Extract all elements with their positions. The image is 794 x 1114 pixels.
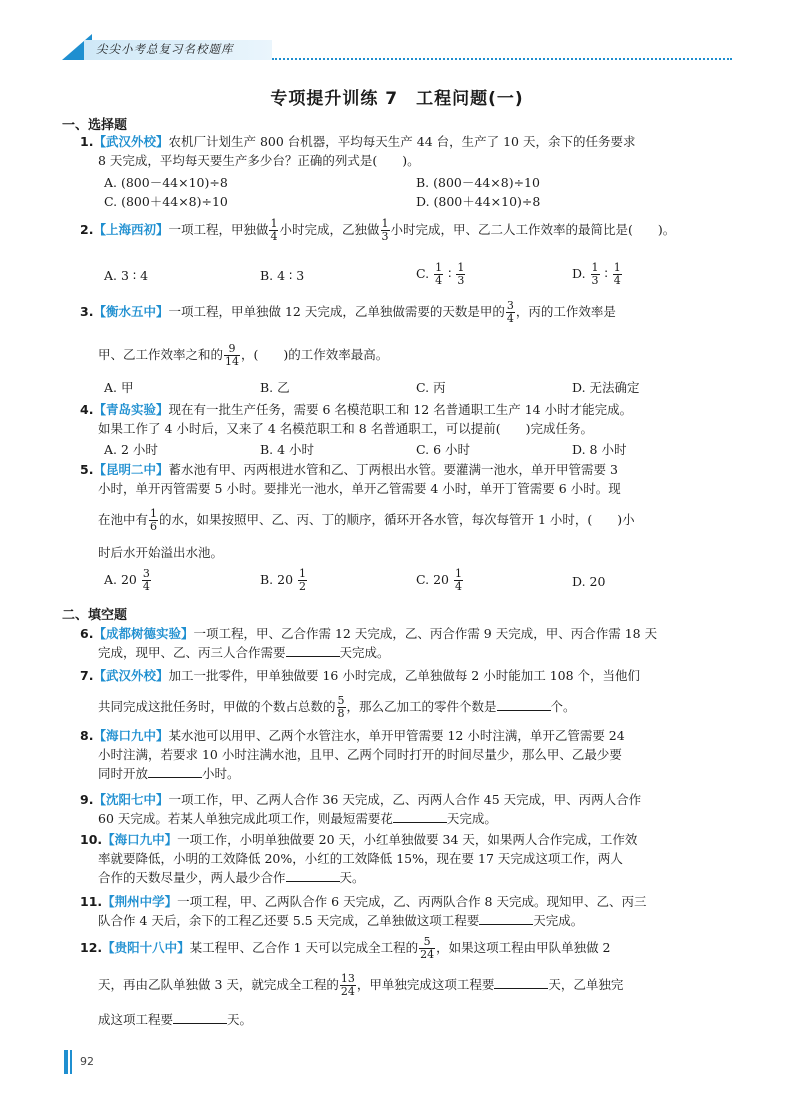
- source-tag: 【海口九中】: [93, 728, 169, 743]
- source-tag: 【沈阳七中】: [93, 792, 169, 807]
- source-tag: 【武汉外校】: [93, 668, 169, 683]
- option-b: B. 乙: [260, 380, 290, 395]
- answer-blank: [393, 811, 447, 823]
- option-a: A. 3 ∶ 4: [104, 268, 149, 283]
- option-a: A. 20 $\frac{3}{4}$: [104, 567, 150, 593]
- section-heading-choice: 一、选择题: [62, 118, 128, 133]
- source-tag: 【成都树德实验】: [93, 626, 194, 641]
- question-10: 10.【海口九中】一项工作，小明单独做要 20 天，小红单独做要 34 天，如果两人合作完成，工作效 率就要降低，小明的工效降低 20%，小红的工效降低 15%，现在要 17 天完成这项工作，两人 合作的天数尽量少，两人最少合作 天。: [80, 832, 638, 885]
- page-number: 92: [80, 1055, 94, 1068]
- fraction: $\frac{3}{4}$: [506, 299, 514, 325]
- question-2: 2.【上海西初】一项工程，甲独做 $\frac{1}{4}$ 小时完成，乙独做 $\frac{1}{3}$ 小时完成，甲、乙二人工作效率的最简比是( )。: [80, 217, 676, 243]
- source-tag: 【青岛实验】: [93, 402, 169, 417]
- option-a: A. 2 小时: [104, 442, 158, 457]
- source-tag: 【荆州中学】: [102, 894, 178, 909]
- fraction: $\frac{1}{6}$: [150, 507, 158, 533]
- source-tag: 【海口九中】: [102, 832, 178, 847]
- answer-blank: [479, 913, 533, 925]
- page-title: 专项提升训练 7 工程问题(一): [270, 89, 524, 109]
- option-b: B. 4 小时: [260, 442, 315, 457]
- question-12: 12.【贵阳十八中】某工程甲、乙合作 1 天可以完成全工程的 $\frac{5}{24}$ ，如果这项工程由甲队单独做 2 天，再由乙队单独做 3 天，就完成全工程的 $\frac{13}{24}$ ，甲单独完成这项工程要 天，乙单独完 成这项工程要 天。: [80, 935, 624, 1027]
- fraction: $\frac{5}{8}$: [337, 694, 345, 720]
- option-d: D. 8 小时: [572, 442, 627, 457]
- option-d: D. (800＋44×10)÷8: [416, 194, 541, 209]
- option-c: C. 20 $\frac{1}{4}$: [416, 567, 462, 593]
- question-4: 4.【青岛实验】现在有一批生产任务，需要 6 名模范职工和 12 名普通职工生产 14 小时才能完成。 如果工作了 4 小时后，又来了 4 名模范职工和 8 名普通职工，可以提前( )完成任务。: [80, 402, 633, 436]
- question-9: 9.【沈阳七中】一项工作，甲、乙两人合作 36 天完成，乙、丙两人合作 45 天完成，甲、丙两人合作 60 天完成。若某人单独完成此项工作，则最短需要花 天完成。: [80, 792, 642, 826]
- source-tag: 【上海西初】: [93, 222, 169, 237]
- source-tag: 【衡水五中】: [93, 304, 169, 319]
- option-b: B. (800－44×8)÷10: [416, 175, 540, 190]
- source-tag: 【武汉外校】: [93, 134, 169, 149]
- answer-blank: [286, 645, 340, 657]
- option-a: A. 甲: [104, 380, 134, 395]
- footer-bar-decoration: [64, 1050, 68, 1074]
- answer-blank: [148, 766, 202, 778]
- footer-bar-decoration: [70, 1050, 72, 1074]
- fraction: $\frac{1}{3}$: [381, 217, 389, 243]
- question-1: 1.【武汉外校】农机厂计划生产 800 台机器，平均每天生产 44 台，生产了 10 天，余下的任务要求 8 天完成，平均每天要生产多少台？正确的列式是( )。: [80, 134, 636, 168]
- answer-blank: [173, 1012, 227, 1024]
- option-b: B. 4 ∶ 3: [260, 268, 305, 283]
- header-title: 尖尖小考总复习名校题库: [96, 42, 234, 56]
- question-7: 7.【武汉外校】加工一批零件，甲单独做要 16 小时完成，乙单独做每 2 小时能加工 108 个，当他们 共同完成这批任务时，甲做的个数占总数的 $\frac{5}{8}$ ，那么乙加工的零件个数是 个。: [80, 668, 641, 720]
- answer-blank: [494, 977, 548, 989]
- question-8: 8.【海口九中】某水池可以用甲、乙两个水管注水，单开甲管需要 12 小时注满，单开乙管需要 24 小时注满，若要求 10 小时注满水池，且甲、乙两个同时打开的时间尽量少，那么甲、乙最少要 同时开放 小时。: [80, 728, 625, 781]
- fraction: $\frac{9}{14}$: [225, 342, 240, 368]
- option-d: D. 无法确定: [572, 380, 640, 395]
- option-d: D. 20: [572, 574, 606, 589]
- fraction: $\frac{13}{24}$: [340, 972, 355, 998]
- option-c: C. 丙: [416, 380, 446, 395]
- option-a: A. (800－44×10)÷8: [104, 175, 228, 190]
- running-header: [62, 34, 732, 62]
- option-b: B. 20 $\frac{1}{2}$: [260, 567, 307, 593]
- option-d: D. $\frac{1}{3}$ ∶ $\frac{1}{4}$: [572, 261, 621, 287]
- source-tag: 【昆明二中】: [93, 462, 169, 477]
- question-5: 5.【昆明二中】蓄水池有甲、丙两根进水管和乙、丁两根出水管。要灌满一池水，单开甲管需要 3 小时，单开丙管需要 5 小时。要排光一池水，单开乙管需要 4 小时，单开丁管需要 6 小时。现 在池中有 $\frac{1}{6}$ 的水，如果按照甲、乙、丙、丁的顺序，循环开各水管，每次每管开 1 小时，( )小 时后水开始溢出水池。: [80, 462, 635, 560]
- option-c: C. (800＋44×8)÷10: [104, 194, 228, 209]
- source-tag: 【贵阳十八中】: [102, 940, 190, 955]
- option-c: C. 6 小时: [416, 442, 470, 457]
- header-dotted-rule: [272, 58, 732, 60]
- fraction: $\frac{5}{24}$: [420, 935, 435, 961]
- option-c: C. $\frac{1}{4}$ ∶ $\frac{1}{3}$: [416, 261, 465, 287]
- fraction: $\frac{1}{4}$: [270, 217, 278, 243]
- question-11: 11.【荆州中学】一项工程，甲、乙两队合作 6 天完成，乙、丙两队合作 8 天完成。现知甲、乙、丙三 队合作 4 天后，余下的工程乙还要 5.5 天完成，乙单独做这项工程要 天完成。: [80, 894, 647, 928]
- question-3: 3.【衡水五中】一项工程，甲单独做 12 天完成，乙单独做需要的天数是甲的 $\frac{3}{4}$ ，丙的工作效率是 甲、乙工作效率之和的 $\frac{9}{14}$ ，( )的工作效率最高。: [80, 299, 616, 368]
- question-6: 6.【成都树德实验】一项工程，甲、乙合作需 12 天完成，乙、丙合作需 9 天完成，甲、丙合作需 18 天 完成，现甲、乙、丙三人合作需要 天完成。: [80, 626, 658, 660]
- section-heading-fill: 二、填空题: [62, 608, 128, 623]
- answer-blank: [497, 699, 551, 711]
- answer-blank: [286, 870, 340, 882]
